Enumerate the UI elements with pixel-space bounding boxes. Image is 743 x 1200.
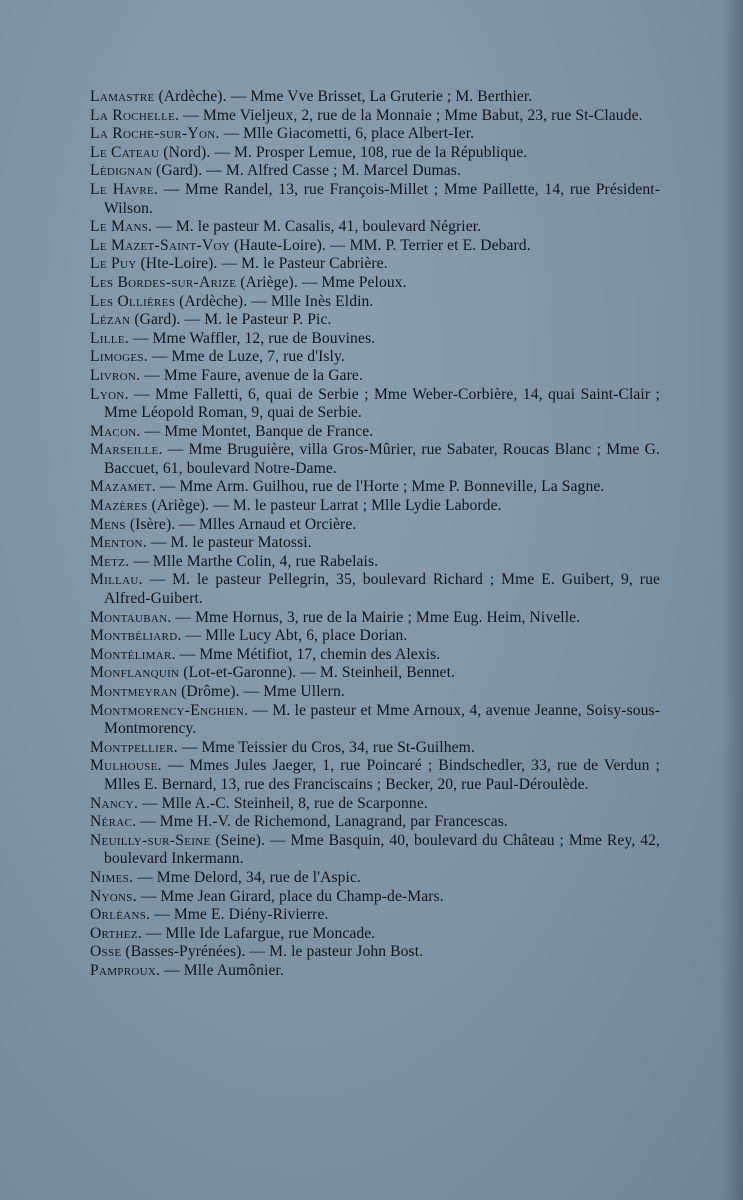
entry-text: (Ardèche). — Mme Vve Brisset, La Gruterie ; M. Berthier.: [154, 88, 533, 105]
place-name: Le Mazet-Saint-Voy: [90, 236, 230, 254]
place-name: Marseille: [90, 441, 159, 459]
entry-text: . — Mlle Ide Lafargue, rue Moncade.: [137, 924, 376, 942]
place-name: Nimes: [90, 868, 130, 886]
place-name: Orthez: [90, 924, 138, 942]
place-name: Osse: [90, 943, 122, 961]
list-item: [90, 516, 660, 535]
place-name: Neuilly-sur-Seine: [90, 831, 211, 849]
entry-text: (Ariège). — Mme Peloux.: [236, 273, 407, 291]
list-item: [90, 906, 660, 925]
list-item: [90, 702, 660, 739]
list-item: [90, 367, 660, 386]
list-item: [90, 255, 660, 274]
list-item: [90, 125, 660, 144]
list-item: [90, 646, 660, 665]
list-item: [90, 274, 660, 293]
list-item: [90, 943, 660, 962]
list-item: [90, 534, 660, 553]
entry-text: (Basses-Pyrénées). — M. le pasteur John Bost.: [121, 943, 424, 961]
place-name: Montauban: [90, 608, 168, 626]
place-name: Montpellier: [90, 738, 174, 756]
entry-text: . — Mme Vieljeux, 2, rue de la Monnaie ; Mme Babut, 23, rue St-Claude.: [175, 106, 643, 124]
list-item: [90, 683, 660, 702]
list-item: [90, 311, 660, 330]
list-item: [90, 386, 660, 423]
place-name: Le Puy: [90, 255, 137, 273]
entry-text: (Nord). — M. Prosper Lemue, 108, rue de la République.: [159, 143, 528, 161]
place-name: Lille: [90, 329, 125, 347]
list-item: [90, 218, 660, 237]
list-item: [90, 423, 660, 442]
entry-text: (Seine). — Mme Basquin, 40, boulevard du Château ; Mme Rey, 42, boulevard Inkermann.: [104, 831, 660, 868]
place-name: Montélimar: [90, 645, 172, 663]
entry-text: . — Mme Bruguière, villa Gros-Mûrier, rue Sabater, Roucas Blanc ; Mme G. Baccuet, 61, boulevard Notre-Dame.: [104, 441, 660, 477]
list-item: [90, 181, 660, 218]
list-item: [90, 627, 660, 646]
list-item: [90, 107, 660, 126]
entry-text: . — Mme Randel, 13, rue François-Millet ; Mme Paillette, 14, rue Président-Wilson.: [104, 180, 660, 217]
entry-text: (Gard). — M. le Pasteur P. Pic.: [130, 311, 332, 329]
place-name: Livron: [90, 366, 137, 384]
place-name: Lamastre: [90, 88, 155, 105]
entry-text: . — Mlle Marthe Colin, 4, rue Rabelais.: [125, 552, 379, 570]
entry-text: . — Mlle Aumônier.: [156, 961, 284, 979]
entry-text: . — Mme Arm. Guilhou, rue de l'Horte ; Mme P. Bonneville, La Sagne.: [151, 478, 605, 496]
entry-text: . — Mme H.-V. de Richemond, Lanagrand, par Francescas.: [132, 813, 508, 831]
place-name: La Rochelle: [90, 106, 176, 124]
entry-text: (Gard). — M. Alfred Casse ; M. Marcel Dumas.: [152, 162, 461, 180]
entry-text: (Ardèche). — Mlle Inès Eldin.: [175, 292, 374, 310]
entry-text: (Isère). — Mlles Arnaud et Orcière.: [125, 515, 357, 533]
place-name: Menton: [90, 534, 143, 552]
list-item: [90, 144, 660, 163]
place-name: Les Ollières: [90, 292, 176, 310]
list-item: [90, 330, 660, 349]
list-item: [90, 757, 660, 794]
place-name: Nérac: [90, 813, 133, 831]
entry-text: . — Mme de Luze, 7, rue d'Isly.: [143, 348, 345, 366]
list-item: [90, 348, 660, 367]
entry-text: . — Mlle Lucy Abt, 6, place Dorian.: [177, 627, 408, 645]
place-name: Lyon: [90, 385, 125, 403]
entry-text: . — Mlle Giacometti, 6, place Albert-Ier.: [215, 125, 475, 143]
place-name: Limoges: [90, 348, 144, 366]
place-name: Mazères: [90, 497, 148, 515]
list-item: [90, 869, 660, 888]
list-item: [90, 609, 660, 628]
place-name: Nancy: [90, 794, 134, 812]
entry-text: . — Mme Faure, avenue de la Gare.: [136, 366, 363, 384]
list-item: [90, 739, 660, 758]
entry-text: . — M. le pasteur et Mme Arnoux, 4, avenue Jeanne, Soisy-sous-Montmorency.: [104, 701, 660, 738]
list-item: [90, 962, 660, 981]
list-item: [90, 237, 660, 256]
place-name: Le Havre: [90, 180, 154, 198]
list-item: [90, 813, 660, 832]
entry-text: . — Mme Hornus, 3, rue de la Mairie ; Mme Eug. Heim, Nivelle.: [167, 608, 581, 626]
entry-text: . — M. le pasteur Matossi.: [142, 534, 312, 552]
place-name: Millau: [90, 571, 139, 589]
place-name: Mazamet: [90, 478, 152, 496]
place-name: Montbéliard: [90, 627, 178, 645]
place-name: Montmorency-Enghien: [90, 701, 245, 719]
place-name: Lédignan: [90, 162, 153, 180]
place-name: Les Bordes-sur-Arize: [90, 273, 237, 291]
place-name: Le Mans: [90, 218, 149, 236]
page-edge-shadow: [721, 0, 743, 1200]
entry-text: (Hte-Loire). — M. le Pasteur Cabrière.: [136, 255, 388, 273]
list-item: [90, 88, 660, 107]
place-name: Orléans: [90, 906, 147, 924]
list-item: [90, 925, 660, 944]
list-item: [90, 293, 660, 312]
entry-text: . — Mme Métifiot, 17, chemin des Alexis.: [171, 645, 441, 663]
place-name: Nyons: [90, 887, 133, 905]
place-name: Montmeyran: [90, 683, 178, 700]
entry-text: . — Mmes Jules Jaeger, 1, rue Poincaré ; Bindschedler, 33, rue de Verdun ; Mlles E. Bernard, 13, rue des Franciscains ; Becker, 20, rue Paul-Déroulède.: [104, 757, 660, 793]
entry-text: (Lot-et-Garonne). — M. Steinheil, Bennet.: [179, 664, 456, 682]
entry-text: (Ariège). — M. le pasteur Larrat ; Mlle Lydie Laborde.: [147, 497, 502, 515]
place-name: Le Cateau: [90, 143, 160, 161]
entry-text: . — Mme Delord, 34, rue de l'Aspic.: [129, 868, 361, 886]
list-item: [90, 888, 660, 907]
list-item: [90, 571, 660, 608]
entry-text: . — M. le pasteur Pellegrin, 35, boulevard Richard ; Mme E. Guibert, 9, rue Alfred-Guibert.: [104, 571, 660, 608]
entry-text: (Haute-Loire). — MM. P. Terrier et E. Debard.: [230, 236, 531, 254]
place-name: Monflanquin: [90, 664, 180, 682]
entry-text: . — Mme Waffler, 12, rue de Bouvines.: [124, 329, 376, 347]
list-item: [90, 795, 660, 814]
list-item: [90, 162, 660, 181]
directory-page: [90, 88, 660, 981]
place-name: Lézan: [90, 311, 131, 329]
list-item: [90, 497, 660, 516]
entry-text: (Drôme). — Mme Ullern.: [177, 683, 345, 700]
entry-text: . — Mme Jean Girard, place du Champ-de-Mars.: [132, 887, 444, 905]
list-item: [90, 553, 660, 572]
list-item: [90, 664, 660, 683]
place-name: Metz: [90, 552, 126, 570]
entry-text: . — Mme E. Diény-Rivierre.: [146, 906, 329, 924]
place-name: Pamproux: [90, 961, 157, 979]
list-item: [90, 832, 660, 869]
list-item: [90, 478, 660, 497]
place-name: Mulhouse: [90, 757, 158, 775]
entry-text: . — M. le pasteur M. Casalis, 41, boulevard Négrier.: [148, 218, 482, 236]
entry-text: . — Mme Falletti, 6, quai de Serbie ; Mme Weber-Corbière, 14, quai Saint-Clair ; Mme Léopold Roman, 9, quai de Serbie.: [104, 385, 660, 422]
entry-text: . — Mlle A.-C. Steinheil, 8, rue de Scarponne.: [133, 794, 428, 812]
place-name: Macon: [90, 422, 137, 440]
place-name: La Roche-sur-Yon: [90, 125, 216, 143]
entry-text: . — Mme Teissier du Cros, 34, rue St-Guilhem.: [173, 738, 475, 756]
list-item: [90, 441, 660, 478]
entry-text: . — Mme Montet, Banque de France.: [136, 422, 374, 440]
place-name: Mens: [90, 515, 126, 533]
